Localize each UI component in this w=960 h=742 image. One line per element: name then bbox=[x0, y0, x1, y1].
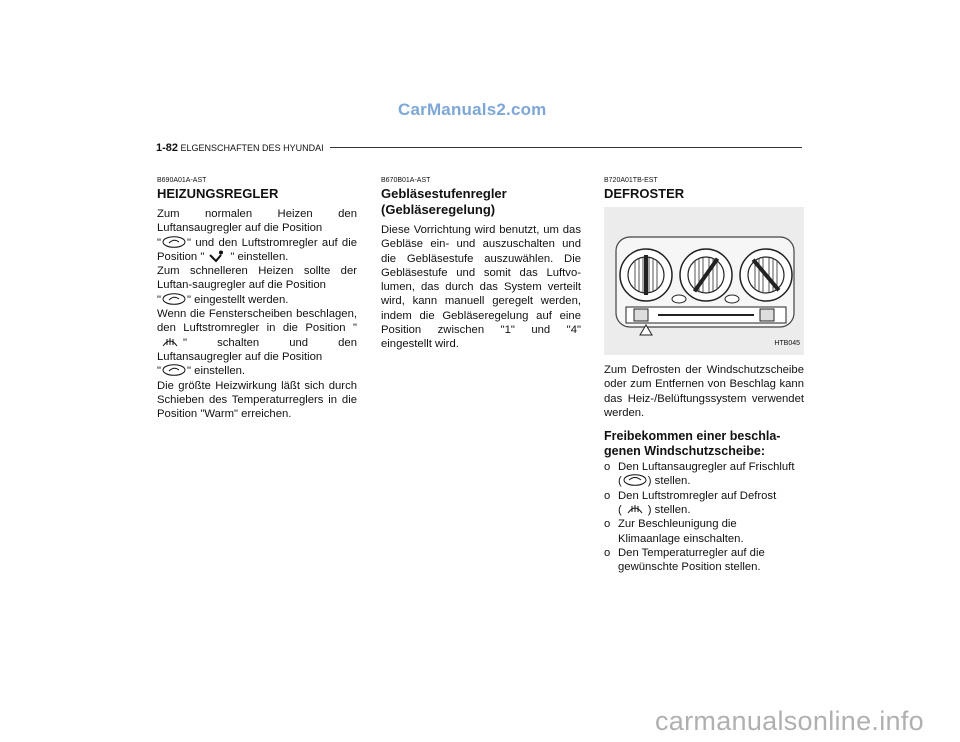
airflow-mode-knob bbox=[740, 249, 792, 301]
section-title: ELGENSCHAFTEN DES HYUNDAI bbox=[180, 143, 324, 153]
watermark-top[interactable]: CarManuals2.com bbox=[398, 100, 547, 119]
recirculation-icon bbox=[161, 364, 187, 376]
defrost-icon bbox=[622, 503, 648, 515]
defroster-section bbox=[604, 176, 804, 575]
heating-control-section bbox=[157, 176, 357, 421]
blower-text: Diese Vorrichtung wird benutzt, um das Gebläse ein- und auszuschalten und die Gebläsestufe auszuwählen. Die Gebläsestufe und somit das Luftvo-lumen, das durch das System verteilt wird, kann manuell geregelt werden, indem die Gebläseregelung auf eine Position zwischen "1" und "4" eingestellt wird. bbox=[381, 224, 581, 351]
control-panel-figure bbox=[604, 207, 804, 355]
fan-speed-knob bbox=[680, 249, 732, 301]
section-code: B720A01TB-EST bbox=[604, 177, 658, 184]
fresh-air-icon bbox=[622, 474, 648, 486]
header-rule bbox=[330, 147, 802, 148]
section-heading: Gebläsestufenregler (Gebläseregelung) bbox=[381, 186, 507, 217]
watermark-bottom[interactable]: carmanualsonline.info bbox=[655, 706, 924, 736]
subsection-heading: Freibekommen einer beschla-genen Windschutzscheibe: bbox=[604, 429, 781, 459]
blower-control-section bbox=[381, 176, 581, 352]
list-item: o Den Temperaturregler auf die gewünschte Position stellen. bbox=[604, 546, 765, 574]
page-header bbox=[156, 142, 324, 154]
recirculation-icon bbox=[161, 236, 187, 248]
heating-text: Zum normalen Heizen den Luftansaugregler auf die Position " " und den Luftstromregler auf die Position " " einstellen. Zum schnelleren Heizen sollte der Luftan-saugregler auf die Position " " eingestellt werden. Wenn die Fensterscheiben beschlagen, den Luftstromregler in die Position "" schalten und den Luftansaugregler auf die Position " " einstellen. Die größte Heizwirkung läßt sich durch Schieben des Temperaturreglers in die Position "Warm" erreichen. bbox=[157, 208, 357, 421]
recirculation-icon bbox=[161, 293, 187, 305]
temperature-knob bbox=[620, 249, 672, 301]
list-item: o Den Luftstromregler auf Defrost ( ) stellen. bbox=[604, 489, 777, 517]
list-item: o Zur Beschleunigung die Klimaanlage einschalten. bbox=[604, 518, 744, 545]
section-heading: HEIZUNGSREGLER bbox=[157, 186, 279, 201]
page-number: 1-82 bbox=[156, 142, 179, 154]
defrost-icon bbox=[157, 336, 183, 348]
floor-vent-icon bbox=[204, 250, 230, 262]
list-item: o Den Luftansaugregler auf Frischluft ( ) stellen. bbox=[604, 461, 795, 488]
defroster-intro: Zum Defrosten der Windschutzscheibe oder zum Entfernen von Beschlag kann das Heiz-/Belüftungssystem verwendet werden. bbox=[604, 364, 804, 419]
section-code: B690A01A-AST bbox=[157, 177, 207, 184]
climate-control-panel-illustration bbox=[604, 207, 804, 355]
figure-label: HTB045 bbox=[774, 339, 800, 347]
section-heading: DEFROSTER bbox=[604, 186, 685, 201]
section-code: B670B01A-AST bbox=[381, 177, 431, 184]
